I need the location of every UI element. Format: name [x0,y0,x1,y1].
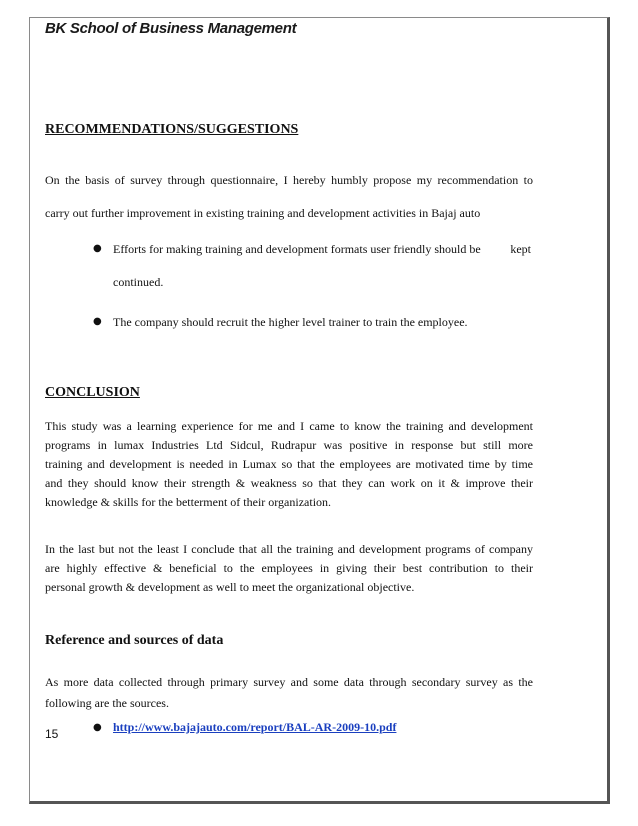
recommendations-intro-line-2: carry out further improvement in existing training and development activities in Bajaj auto [45,206,481,220]
recommendations-heading: RECOMMENDATIONS/SUGGESTIONS [45,122,299,137]
bullet-icon: ● [93,243,102,254]
references-line-2: following are the sources. [45,696,169,710]
conclusion-para1-line-1: This study was a learning experience for me and I came to know the training and development [45,419,533,433]
conclusion-para1-line-5: knowledge & skills for the betterment of their organization. [45,495,332,509]
conclusion-heading: CONCLUSION [45,385,140,400]
conclusion-para2-line-1: In the last but not the least I conclude that all the training and development programs of company [45,542,533,556]
conclusion-para2-line-2: are highly effective & beneficial to the employees in giving their best contribution to their [45,561,533,575]
recommendation-2: The company should recruit the higher level trainer to train the employee. [113,315,468,329]
references-line-1: As more data collected through primary survey and some data through secondary survey as the [45,675,533,689]
recommendation-1-line-2: continued. [113,275,164,289]
references-heading: Reference and sources of data [45,633,224,648]
bullet-icon: ● [93,316,102,327]
recommendation-1-end: kept [510,242,531,256]
page-number: 15 [45,727,59,741]
conclusion-para1-line-2: programs in lumax Industries Ltd Sidcul, Rudrapur was positive in response but still more [45,438,533,452]
bullet-icon: ● [93,722,102,733]
recommendation-1-line-1 [113,242,531,257]
reference-link[interactable]: http://www.bajajauto.com/report/BAL-AR-2009-10.pdf [113,720,397,734]
header-title: BK School of Business Management [45,20,297,37]
conclusion-para2-line-3: personal growth & development as well to meet the organizational objective. [45,580,415,594]
conclusion-para1-line-4: and they should know their strength & weakness so that they can work on it & improve their [45,476,533,490]
conclusion-para1-line-3: training and development is needed in Lumax so that the employees are motivated time by time [45,457,533,471]
recommendations-intro-line-1: On the basis of survey through questionnaire, I hereby humbly propose my recommendation to [45,173,533,187]
recommendation-1-text: Efforts for making training and development formats user friendly should be [113,242,481,256]
